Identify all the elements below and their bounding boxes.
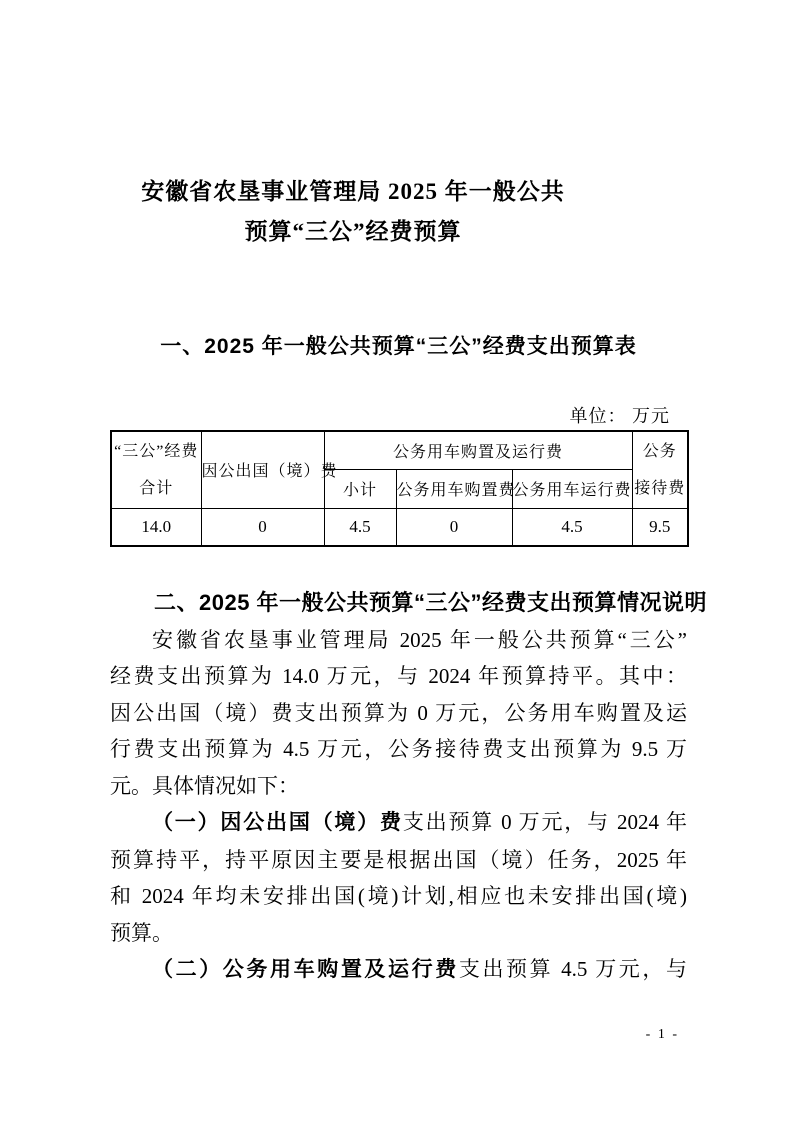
section2-paragraphs xyxy=(110,622,687,989)
text-run: 行费支出预算为 4.5 万元，公务接待费支出预算为 9.5 万 xyxy=(110,737,687,761)
table-header-reception-line2: 接待费 xyxy=(634,479,686,497)
table-header-vehicle-purchase: 公务用车购置费 xyxy=(396,469,512,508)
table-value-reception: 9.5 xyxy=(632,508,688,546)
table-value-vehicle-subtotal: 4.5 xyxy=(324,508,396,546)
text-run: 预算持平，持平原因主要是根据出国（境）任务，2025 年 xyxy=(110,847,687,872)
text-run: 安徽省农垦事业管理局 2025 年一般公共预算“三公” xyxy=(152,627,687,652)
paragraph-2 xyxy=(110,804,687,951)
section1-heading: 一、2025 年一般公共预算“三公”经费支出预算表 xyxy=(160,335,637,358)
document-title-line2: 预算“三公”经费预算 xyxy=(244,219,462,244)
document-title-line1: 安徽省农垦事业管理局 2025 年一般公共 xyxy=(141,179,565,204)
page-number: - 1 - xyxy=(645,1027,679,1042)
paragraph-1 xyxy=(110,622,687,805)
table-header-reception xyxy=(632,431,688,508)
section2-body xyxy=(110,585,708,989)
table-value-vehicle-operation: 4.5 xyxy=(512,508,632,546)
text-run: 元。具体情况如下： xyxy=(110,773,299,798)
bold-text-run: （二）公务用车购置及运行费 xyxy=(152,958,459,981)
table-header-total xyxy=(111,431,201,508)
body-line xyxy=(110,878,687,915)
text-run: 因公出国（境）费支出预算为 0 万元，公务用车购置及运 xyxy=(110,700,687,725)
table-header-total-line2: 合计 xyxy=(139,479,174,497)
table-value-abroad: 0 xyxy=(201,508,324,546)
section2-heading: 二、2025 年一般公共预算“三公”经费支出预算情况说明 xyxy=(154,590,708,615)
document-title xyxy=(141,172,565,252)
table-header-abroad: 因公出国（境）费 xyxy=(201,431,324,508)
text-run: 支出预算 4.5 万元，与 xyxy=(458,957,688,981)
table-header-vehicle-subtotal: 小计 xyxy=(324,469,396,508)
text-run: 经费支出预算为 14.0 万元，与 2024 年预算持平。其中： xyxy=(110,664,687,688)
table-header-total-line1: “三公”经费 xyxy=(114,442,199,460)
table-header-reception-line1: 公务 xyxy=(642,442,677,460)
body-line xyxy=(110,951,687,989)
body-line xyxy=(110,622,687,659)
table-unit-label: 单位： 万元 xyxy=(569,406,670,426)
table-header-vehicle-group: 公务用车购置及运行费 xyxy=(324,431,632,469)
bold-text-run: （一）因公出国（境）费 xyxy=(152,811,403,834)
three-public-budget-table xyxy=(110,430,689,547)
table-row xyxy=(111,508,688,546)
text-run: 支出预算 0 万元，与 2024 年 xyxy=(402,810,688,834)
body-line xyxy=(110,804,687,842)
table-value-vehicle-purchase: 0 xyxy=(396,508,512,546)
body-line xyxy=(110,658,687,695)
text-run: 预算。 xyxy=(110,920,173,945)
body-line xyxy=(110,768,687,805)
table-value-total: 14.0 xyxy=(111,508,201,546)
body-line xyxy=(110,731,687,768)
body-line xyxy=(110,915,687,952)
body-line xyxy=(110,695,687,732)
paragraph-3 xyxy=(110,951,687,989)
table-header-vehicle-operation: 公务用车运行费 xyxy=(512,469,632,508)
body-line xyxy=(110,842,687,879)
text-run: 和 2024 年均未安排出国(境)计划,相应也未安排出国(境) xyxy=(110,884,687,908)
